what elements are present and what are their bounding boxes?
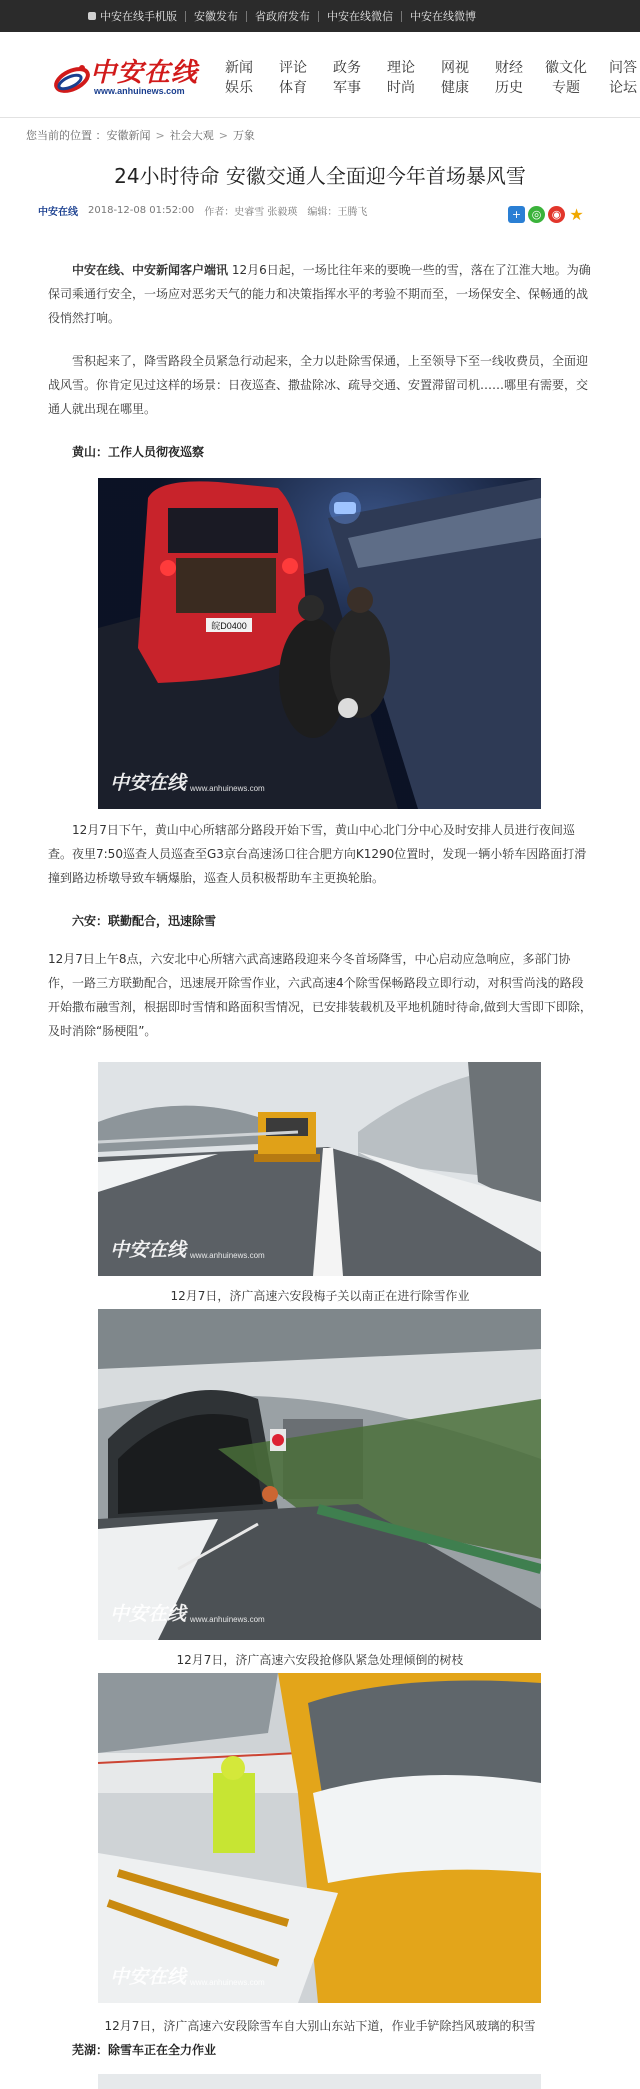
top-link-label: 安徽发布 bbox=[194, 10, 238, 23]
nav-column bbox=[604, 58, 640, 98]
photo-night-tire-change bbox=[98, 478, 541, 809]
nav-item-government[interactable]: 政务 bbox=[333, 60, 361, 76]
share-plus-icon[interactable]: + bbox=[508, 206, 525, 223]
top-link-gov-release[interactable] bbox=[255, 8, 310, 24]
nav-item-qa[interactable]: 问答 bbox=[609, 60, 637, 76]
nav-item-entertainment[interactable]: 娱乐 bbox=[225, 80, 253, 96]
nav-item-finance[interactable]: 财经 bbox=[495, 60, 523, 76]
nav-item-special[interactable]: 专题 bbox=[552, 80, 580, 96]
photo-caption: 12月7日，济广高速六安段除雪车自大别山东站下道，作业手铲除挡风玻璃的积雪 bbox=[104, 2019, 536, 2033]
top-links bbox=[88, 0, 476, 32]
tunnel-illustration bbox=[98, 1309, 541, 1640]
divider bbox=[401, 11, 402, 22]
divider bbox=[185, 11, 186, 22]
night-road-illustration bbox=[98, 478, 541, 809]
section-heading-luan: 六安：联勤配合，迅速除雪 bbox=[72, 914, 217, 928]
watermark-url: www.anhuinews.com bbox=[190, 1978, 265, 1987]
divider bbox=[318, 11, 319, 22]
phone-icon bbox=[88, 12, 96, 20]
nav-item-video[interactable]: 网视 bbox=[441, 60, 469, 76]
watermark-name: 中安在线 bbox=[110, 1966, 187, 1988]
breadcrumb-item[interactable]: 万象 bbox=[232, 129, 255, 142]
nav-item-theory[interactable]: 理论 bbox=[387, 60, 415, 76]
share-wechat-icon[interactable]: ◎ bbox=[528, 206, 545, 223]
article-title: 24小时待命 安徽交通人全面迎今年首场暴风雪 bbox=[114, 164, 526, 188]
article-paragraph: 雪积起来了，降雪路段全员紧急行动起来，全力以赴除雪保通，上至领导下至一线收费员，全面迎战风雪。你肯定见过这样的场景：日夜巡查、撒盐除冰、疏导交通、安置滞留司机……哪里有需要，交通人就出现在哪里。 bbox=[48, 354, 589, 416]
site-logo[interactable] bbox=[52, 50, 204, 104]
top-link-wechat[interactable] bbox=[327, 8, 393, 24]
watermark bbox=[110, 1962, 265, 1989]
nav-item-comment[interactable]: 评论 bbox=[279, 60, 307, 76]
watermark bbox=[110, 1599, 265, 1626]
watermark-name: 中安在线 bbox=[110, 1239, 187, 1261]
top-link-mobile[interactable] bbox=[88, 8, 177, 24]
photo-worker-clearing-snow bbox=[98, 1673, 541, 2003]
nav-item-military[interactable]: 军事 bbox=[333, 80, 361, 96]
article-editor: 编辑：王腾飞 bbox=[307, 207, 368, 218]
share-weibo-icon[interactable]: ◉ bbox=[548, 206, 565, 223]
nav-item-fashion[interactable]: 时尚 bbox=[387, 80, 415, 96]
section-heading-huangshan: 黄山：工作人员彻夜巡察 bbox=[72, 445, 205, 459]
top-link-anhui-release[interactable] bbox=[194, 8, 238, 24]
nav-column bbox=[490, 58, 528, 98]
top-link-label: 中安在线手机版 bbox=[100, 10, 177, 23]
breadcrumb-separator: > bbox=[155, 128, 165, 142]
top-link-label: 省政府发布 bbox=[255, 10, 310, 23]
logo-swirl-icon bbox=[52, 58, 92, 98]
watermark-name: 中安在线 bbox=[110, 772, 187, 794]
photo-caption: 12月7日，济广高速六安段梅子关以南正在进行除雪作业 bbox=[170, 1289, 470, 1303]
paragraph-lead: 中安在线、中安新闻客户端讯 bbox=[72, 263, 229, 277]
watermark bbox=[110, 768, 265, 795]
top-bar bbox=[0, 0, 640, 32]
watermark-name: 中安在线 bbox=[110, 1603, 187, 1625]
section-heading-wuhu: 芜湖：除雪车正在全力作业 bbox=[72, 2043, 217, 2057]
article-datetime: 2018-12-08 01:52:00 bbox=[88, 205, 195, 216]
snow-plow-truck-illustration bbox=[98, 1673, 541, 2003]
nav-column bbox=[382, 58, 420, 98]
photo-partial bbox=[98, 2074, 541, 2089]
article-paragraph: 12月7日下午，黄山中心所辖部分路段开始下雪，黄山中心北门分中心及时安排人员进行夜间巡查。夜里7:50巡查人员巡查至G3京台高速汤口往合肥方向K1290位置时，发现一辆小轿车因路面打滑撞到路边桥墩导致车辆爆胎，巡查人员积极帮助车主更换轮胎。 bbox=[48, 823, 587, 885]
nav-column bbox=[544, 58, 588, 98]
favorite-star-icon[interactable]: ★ bbox=[569, 205, 584, 224]
photo-snow-plow-highway bbox=[98, 1062, 541, 1276]
breadcrumb-item[interactable]: 安徽新闻 bbox=[106, 129, 151, 142]
article-paragraph: 12月7日上午8点，六安北中心所辖六武高速路段迎来今冬首场降雪，中心启动应急响应，多部门协作，一路三方联勤配合，迅速展开除雪作业，六武高速4个除雪保畅路段立即行动，对积雪尚浅的路段开始撒布融雪剂，根据即时雪情和路面积雪情况，已安排装载机及平地机随时待命,做到大雪即下即除，及时消除“肠梗阻”。 bbox=[48, 952, 592, 1038]
nav-item-culture[interactable]: 徽文化 bbox=[545, 60, 587, 76]
logo-url: www.anhuinews.com bbox=[94, 86, 185, 96]
photo-caption: 12月7日，济广高速六安段抢修队紧急处理倾倒的树枝 bbox=[176, 1653, 464, 1667]
nav-column bbox=[274, 58, 312, 98]
nav-column bbox=[328, 58, 366, 98]
top-link-weibo[interactable] bbox=[410, 8, 476, 24]
license-plate: 皖D0400 bbox=[211, 621, 247, 631]
logo-name: 中安在线 bbox=[90, 58, 199, 88]
article-author: 作者：史睿雪 张毅瑛 bbox=[204, 207, 298, 218]
top-link-label: 中安在线微信 bbox=[327, 10, 393, 23]
nav-item-history[interactable]: 历史 bbox=[495, 80, 523, 96]
watermark-url: www.anhuinews.com bbox=[190, 1251, 265, 1260]
nav-item-news[interactable]: 新闻 bbox=[225, 60, 253, 76]
breadcrumb-item[interactable]: 社会大观 bbox=[169, 129, 214, 142]
site-header bbox=[0, 32, 640, 118]
watermark-url: www.anhuinews.com bbox=[190, 784, 265, 793]
nav-item-health[interactable]: 健康 bbox=[441, 80, 469, 96]
top-link-label: 中安在线微博 bbox=[410, 10, 476, 23]
photo-tunnel-fallen-tree bbox=[98, 1309, 541, 1640]
watermark-url: www.anhuinews.com bbox=[190, 1615, 265, 1624]
nav-column bbox=[436, 58, 474, 98]
nav-item-forum[interactable]: 论坛 bbox=[609, 80, 637, 96]
article-source[interactable]: 中安在线 bbox=[38, 207, 78, 218]
breadcrumb-label: 您当前的位置 ： bbox=[26, 129, 107, 142]
main-nav bbox=[220, 58, 640, 98]
breadcrumb bbox=[26, 127, 255, 143]
breadcrumb-separator: > bbox=[218, 128, 228, 142]
article-paragraph bbox=[48, 258, 594, 330]
share-buttons bbox=[508, 206, 588, 223]
watermark bbox=[110, 1235, 265, 1262]
paragraph-body: 12月6日起，一场比往年来的要晚一些的雪，落在了江淮大地。为确保司乘通行安全，一场应对恶劣天气的能力和决策指挥水平的考验不期而至，一场保安全、保畅通的战役悄然打响。 bbox=[48, 263, 591, 325]
article-meta bbox=[38, 203, 367, 218]
divider bbox=[246, 11, 247, 22]
nav-column bbox=[220, 58, 258, 98]
nav-item-sports[interactable]: 体育 bbox=[279, 80, 307, 96]
